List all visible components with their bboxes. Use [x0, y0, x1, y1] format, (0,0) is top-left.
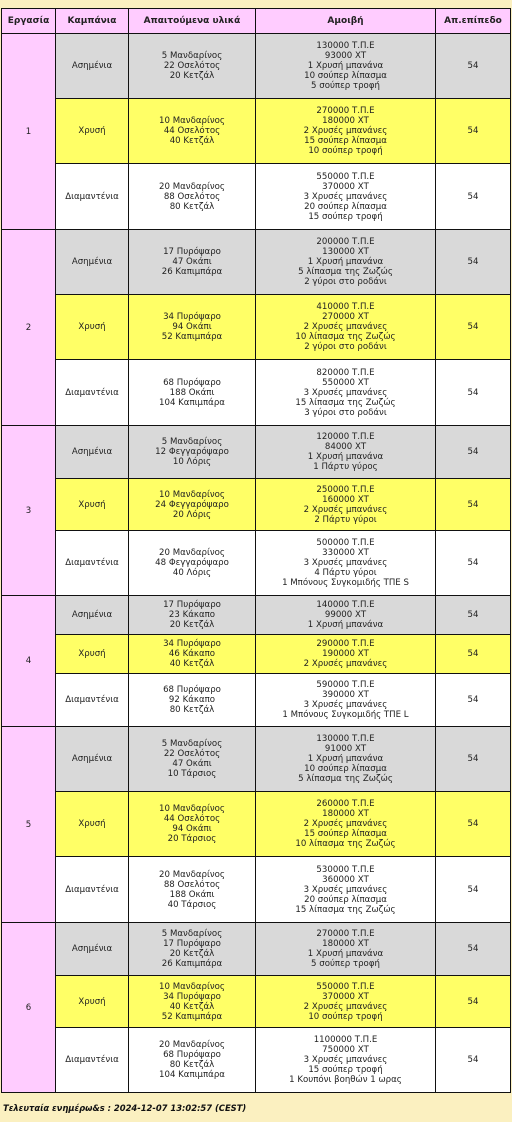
reward-item: 290000 Τ.Π.Ε	[316, 639, 375, 649]
campaign-name: Ασημένια	[56, 727, 129, 792]
header-quest: Εργασία	[2, 9, 56, 34]
required-materials	[129, 295, 256, 360]
reward-list	[256, 792, 436, 857]
reward-item: 360000 ΧΤ	[322, 874, 369, 885]
material-item: 34 Πυρόψαρο	[163, 991, 221, 1002]
material-item: 80 Κετζάλ	[169, 705, 215, 715]
reward-item: 530000 Τ.Π.Ε	[316, 864, 375, 875]
quest-table-body	[2, 34, 511, 1093]
reward-item: 2 γύροι στο ροδάνι	[304, 277, 387, 287]
quest-number: 5	[2, 727, 56, 923]
reward-item: 15 σούπερ λίπασμα	[304, 829, 387, 839]
reward-item: 3 Χρυσές μπανάνες	[303, 700, 388, 710]
quest-number: 2	[2, 230, 56, 426]
required-level: 54	[436, 727, 511, 792]
material-item: 26 Καπιμπάρα	[161, 959, 223, 969]
reward-item: 550000 Τ.Π.Ε	[316, 171, 375, 182]
reward-item: 5 λίπασμα της Ζωζώς	[298, 774, 393, 784]
reward-item: 10 σούπερ λίπασμα	[304, 764, 387, 774]
campaign-name: Διαμαντένια	[56, 360, 129, 426]
campaign-name: Ασημένια	[56, 923, 129, 976]
material-item: 44 Οσελότος	[163, 126, 221, 136]
reward-item: 20 σούπερ λίπασμα	[304, 894, 387, 905]
reward-item: 91000 ΧΤ	[324, 744, 367, 754]
material-item: 10 Μανδαρίνος	[159, 489, 225, 500]
reward-item: 500000 Τ.Π.Ε	[316, 538, 375, 548]
header-materials: Απαιτούμενα υλικά	[129, 9, 256, 34]
material-item: 40 Κετζάλ	[169, 1001, 215, 1012]
reward-item: 1100000 Τ.Π.Ε	[313, 1035, 378, 1045]
campaign-name: Χρυσή	[56, 976, 129, 1028]
material-item: 22 Οσελότος	[163, 61, 221, 71]
material-item: 40 Λόρις	[172, 568, 212, 578]
material-item: 40 Κετζάλ	[169, 659, 215, 669]
reward-item: 270000 Τ.Π.Ε	[316, 929, 375, 939]
material-item: 68 Πυρόψαρο	[163, 685, 221, 695]
reward-item: 1 Χρυσή μπανάνα	[307, 452, 384, 462]
required-level: 54	[436, 531, 511, 596]
required-materials	[129, 99, 256, 164]
material-item: 188 Οκάπι	[169, 387, 215, 398]
material-item: 34 Πυρόψαρο	[163, 639, 221, 649]
table-row	[2, 479, 511, 531]
material-item: 10 Τάρσιος	[167, 769, 217, 779]
material-item: 104 Καπιμπάρα	[159, 1070, 225, 1080]
reward-list	[256, 674, 436, 727]
reward-item: 270000 Τ.Π.Ε	[316, 106, 375, 116]
material-item: 10 Μανδαρίνος	[159, 981, 225, 992]
reward-list	[256, 1028, 436, 1093]
campaign-name: Χρυσή	[56, 295, 129, 360]
table-row	[2, 230, 511, 295]
material-item: 20 Λόρις	[172, 509, 212, 520]
campaign-name: Χρυσή	[56, 792, 129, 857]
campaign-name: Ασημένια	[56, 426, 129, 479]
reward-item: 5 σούπερ τροφή	[311, 959, 380, 969]
reward-item: 15 σούπερ τροφή	[308, 211, 383, 222]
material-item: 23 Κάκαπο	[168, 610, 216, 620]
required-level: 54	[436, 923, 511, 976]
reward-item: 120000 Τ.Π.Ε	[316, 432, 375, 442]
material-item: 47 Οκάπι	[172, 257, 212, 267]
reward-item: 93000 ΧΤ	[324, 51, 367, 61]
required-materials	[129, 426, 256, 479]
quest-number: 4	[2, 596, 56, 727]
material-item: 48 Φεγγαρόψαρο	[155, 558, 229, 568]
material-item: 20 Μανδαρίνος	[159, 181, 225, 192]
required-materials	[129, 674, 256, 727]
material-item: 5 Μανδαρίνος	[161, 51, 223, 61]
reward-item: 1 Κουπόνι βοηθών 1 ωρας	[289, 1075, 402, 1085]
material-item: 52 Καπιμπάρα	[161, 332, 223, 342]
last-updated: Τελευταία ενημέρω&s : 2024-12-07 13:02:57 (CEST)	[3, 1103, 247, 1113]
reward-item: 2 γύροι στο ροδάνι	[304, 342, 387, 352]
table-row	[2, 531, 511, 596]
reward-item: 2 Χρυσές μπανάνες	[303, 504, 388, 515]
required-materials	[129, 479, 256, 531]
campaign-name: Διαμαντένια	[56, 674, 129, 727]
material-item: 12 Φεγγαρόψαρο	[155, 447, 229, 457]
material-item: 20 Κετζάλ	[169, 620, 215, 630]
reward-item: 550000 ΧΤ	[322, 377, 369, 388]
campaign-name: Διαμαντένια	[56, 857, 129, 923]
reward-item: 1 Χρυσή μπανάνα	[307, 949, 384, 959]
material-item: 26 Καπιμπάρα	[161, 267, 223, 277]
material-item: 44 Οσελότος	[163, 814, 221, 824]
required-level: 54	[436, 596, 511, 635]
required-level: 54	[436, 295, 511, 360]
reward-item: 270000 ΧΤ	[322, 312, 369, 322]
reward-item: 180000 ΧΤ	[322, 939, 369, 949]
material-item: 22 Οσελότος	[163, 749, 221, 759]
reward-item: 10 σούπερ τροφή	[308, 1011, 383, 1022]
reward-item: 99000 ΧΤ	[324, 610, 367, 620]
reward-item: 390000 ΧΤ	[322, 690, 369, 700]
material-item: 20 Μανδαρίνος	[159, 548, 225, 558]
table-row	[2, 295, 511, 360]
reward-item: 370000 ΧΤ	[322, 991, 369, 1002]
reward-list	[256, 531, 436, 596]
quest-number: 3	[2, 426, 56, 596]
reward-item: 180000 ΧΤ	[322, 116, 369, 126]
required-level: 54	[436, 857, 511, 923]
reward-item: 1 Μπόνους Συγκομιδής ΤΠΕ L	[282, 710, 409, 720]
reward-item: 2 Χρυσές μπανάνες	[303, 126, 388, 136]
campaign-name: Χρυσή	[56, 635, 129, 674]
reward-item: 130000 ΧΤ	[322, 247, 369, 257]
reward-item: 1 Πάρτυ γύρος	[313, 462, 378, 472]
header-campaign: Καμπάνια	[56, 9, 129, 34]
material-item: 20 Κετζάλ	[169, 949, 215, 959]
material-item: 52 Καπιμπάρα	[161, 1011, 223, 1022]
reward-list	[256, 923, 436, 976]
reward-list	[256, 34, 436, 99]
reward-item: 10 λίπασμα της Ζωζώς	[295, 839, 396, 849]
reward-list	[256, 164, 436, 230]
reward-item: 84000 ΧΤ	[324, 442, 367, 452]
material-item: 10 Μανδαρίνος	[159, 116, 225, 126]
reward-item: 590000 Τ.Π.Ε	[316, 680, 375, 690]
reward-list	[256, 727, 436, 792]
reward-list	[256, 295, 436, 360]
reward-item: 330000 ΧΤ	[322, 548, 369, 558]
table-row	[2, 792, 511, 857]
reward-item: 160000 ΧΤ	[322, 494, 369, 505]
reward-item: 2 Χρυσές μπανάνες	[303, 1001, 388, 1012]
required-materials	[129, 792, 256, 857]
reward-item: 180000 ΧΤ	[322, 809, 369, 819]
material-item: 94 Οκάπι	[172, 824, 212, 834]
reward-item: 5 λίπασμα της Ζωζώς	[298, 267, 393, 277]
required-materials	[129, 531, 256, 596]
reward-item: 370000 ΧΤ	[322, 181, 369, 192]
material-item: 92 Κάκαπο	[168, 695, 216, 705]
table-row	[2, 164, 511, 230]
quest-number: 1	[2, 34, 56, 230]
material-item: 94 Οκάπι	[172, 322, 212, 332]
material-item: 5 Μανδαρίνος	[161, 929, 223, 939]
reward-item: 130000 Τ.Π.Ε	[316, 41, 375, 51]
table-row	[2, 34, 511, 99]
reward-item: 820000 Τ.Π.Ε	[316, 367, 375, 378]
header-required-level: Απ.επίπεδο	[436, 9, 511, 34]
required-materials	[129, 923, 256, 976]
reward-item: 10 σούπερ λίπασμα	[304, 71, 387, 81]
table-row	[2, 596, 511, 635]
header-row	[2, 9, 511, 34]
table-row	[2, 1028, 511, 1093]
reward-list	[256, 479, 436, 531]
material-item: 20 Μανδαρίνος	[159, 869, 225, 880]
required-materials	[129, 635, 256, 674]
campaign-name: Ασημένια	[56, 230, 129, 295]
table-row	[2, 976, 511, 1028]
reward-item: 190000 ΧΤ	[322, 649, 369, 659]
required-level: 54	[436, 674, 511, 727]
required-level: 54	[436, 230, 511, 295]
reward-list	[256, 360, 436, 426]
material-item: 5 Μανδαρίνος	[161, 437, 223, 447]
table-row	[2, 360, 511, 426]
reward-item: 3 Χρυσές μπανάνες	[303, 387, 388, 398]
required-materials	[129, 34, 256, 99]
material-item: 20 Τάρσιος	[167, 834, 217, 844]
material-item: 104 Καπιμπάρα	[159, 397, 225, 408]
reward-item: 1 Χρυσή μπανάνα	[307, 620, 384, 630]
material-item: 88 Οσελότος	[163, 191, 221, 202]
required-materials	[129, 727, 256, 792]
reward-item: 10 λίπασμα της Ζωζώς	[295, 332, 396, 342]
reward-item: 1 Χρυσή μπανάνα	[307, 257, 384, 267]
required-level: 54	[436, 792, 511, 857]
reward-item: 3 Χρυσές μπανάνες	[303, 1055, 388, 1065]
reward-item: 200000 Τ.Π.Ε	[316, 237, 375, 247]
reward-item: 15 σούπερ τροφή	[308, 1065, 383, 1075]
campaign-name: Χρυσή	[56, 479, 129, 531]
material-item: 10 Λόρις	[172, 457, 212, 467]
campaign-name: Ασημένια	[56, 34, 129, 99]
reward-item: 15 σούπερ λίπασμα	[304, 136, 387, 146]
campaign-name: Διαμαντένια	[56, 1028, 129, 1093]
material-item: 80 Κετζάλ	[169, 201, 215, 212]
table-row	[2, 727, 511, 792]
table-row	[2, 99, 511, 164]
quest-number: 6	[2, 923, 56, 1093]
reward-item: 250000 Τ.Π.Ε	[316, 484, 375, 495]
material-item: 17 Πυρόψαρο	[163, 600, 221, 610]
table-row	[2, 674, 511, 727]
material-item: 34 Πυρόψαρο	[163, 312, 221, 322]
reward-item: 15 λίπασμα της Ζωζώς	[295, 397, 396, 408]
material-item: 5 Μανδαρίνος	[161, 739, 223, 749]
reward-list	[256, 426, 436, 479]
required-materials	[129, 164, 256, 230]
material-item: 20 Κετζάλ	[169, 71, 215, 81]
reward-item: 5 σούπερ τροφή	[311, 81, 380, 91]
reward-item: 3 Χρυσές μπανάνες	[303, 191, 388, 202]
quest-table	[1, 8, 511, 1093]
reward-item: 2 Χρυσές μπανάνες	[303, 819, 388, 829]
reward-item: 750000 ΧΤ	[322, 1045, 369, 1055]
material-item: 68 Πυρόψαρο	[163, 377, 221, 388]
material-item: 88 Οσελότος	[163, 879, 221, 890]
required-materials	[129, 230, 256, 295]
reward-item: 260000 Τ.Π.Ε	[316, 799, 375, 809]
reward-list	[256, 857, 436, 923]
reward-list	[256, 230, 436, 295]
required-level: 54	[436, 1028, 511, 1093]
required-materials	[129, 360, 256, 426]
material-item: 17 Πυρόψαρο	[163, 247, 221, 257]
required-materials	[129, 596, 256, 635]
reward-item: 2 Χρυσές μπανάνες	[303, 322, 388, 332]
material-item: 40 Τάρσιος	[167, 899, 217, 910]
material-item: 68 Πυρόψαρο	[163, 1050, 221, 1060]
required-materials	[129, 1028, 256, 1093]
reward-item: 3 γύροι στο ροδάνι	[304, 407, 387, 418]
required-level: 54	[436, 34, 511, 99]
reward-item: 10 σούπερ τροφή	[308, 146, 383, 156]
material-item: 24 Φεγγαρόψαρο	[155, 499, 229, 510]
material-item: 40 Κετζάλ	[169, 136, 215, 146]
required-level: 54	[436, 976, 511, 1028]
required-level: 54	[436, 360, 511, 426]
required-level: 54	[436, 479, 511, 531]
reward-item: 20 σούπερ λίπασμα	[304, 201, 387, 212]
table-row	[2, 635, 511, 674]
reward-list	[256, 976, 436, 1028]
required-materials	[129, 976, 256, 1028]
required-level: 54	[436, 635, 511, 674]
campaign-name: Ασημένια	[56, 596, 129, 635]
material-item: 80 Κετζάλ	[169, 1060, 215, 1070]
reward-item: 1 Μπόνους Συγκομιδής ΤΠΕ S	[282, 578, 409, 588]
campaign-name: Χρυσή	[56, 99, 129, 164]
reward-item: 3 Χρυσές μπανάνες	[303, 884, 388, 895]
required-level: 54	[436, 99, 511, 164]
reward-item: 550000 Τ.Π.Ε	[316, 981, 375, 992]
reward-list	[256, 99, 436, 164]
table-row	[2, 426, 511, 479]
reward-item: 2 Πάρτυ γύροι	[314, 514, 377, 525]
material-item: 20 Μανδαρίνος	[159, 1040, 225, 1050]
reward-item: 2 Χρυσές μπανάνες	[303, 659, 388, 669]
reward-item: 410000 Τ.Π.Ε	[316, 302, 375, 312]
reward-item: 15 λίπασμα της Ζωζώς	[295, 904, 396, 915]
required-materials	[129, 857, 256, 923]
reward-item: 130000 Τ.Π.Ε	[316, 734, 375, 744]
material-item: 47 Οκάπι	[172, 759, 212, 769]
campaign-name: Διαμαντένια	[56, 164, 129, 230]
reward-item: 1 Χρυσή μπανάνα	[307, 754, 384, 764]
header-reward: Αμοιβή	[256, 9, 436, 34]
reward-item: 4 Πάρτυ γύροι	[314, 568, 377, 578]
table-row	[2, 857, 511, 923]
material-item: 188 Οκάπι	[169, 889, 215, 900]
material-item: 17 Πυρόψαρο	[163, 939, 221, 949]
table-row	[2, 923, 511, 976]
reward-item: 1 Χρυσή μπανάνα	[307, 61, 384, 71]
reward-list	[256, 635, 436, 674]
reward-item: 140000 Τ.Π.Ε	[316, 600, 375, 610]
required-level: 54	[436, 426, 511, 479]
reward-list	[256, 596, 436, 635]
material-item: 10 Μανδαρίνος	[159, 804, 225, 814]
required-level: 54	[436, 164, 511, 230]
campaign-name: Διαμαντένια	[56, 531, 129, 596]
reward-item: 3 Χρυσές μπανάνες	[303, 558, 388, 568]
material-item: 46 Κάκαπο	[168, 649, 216, 659]
